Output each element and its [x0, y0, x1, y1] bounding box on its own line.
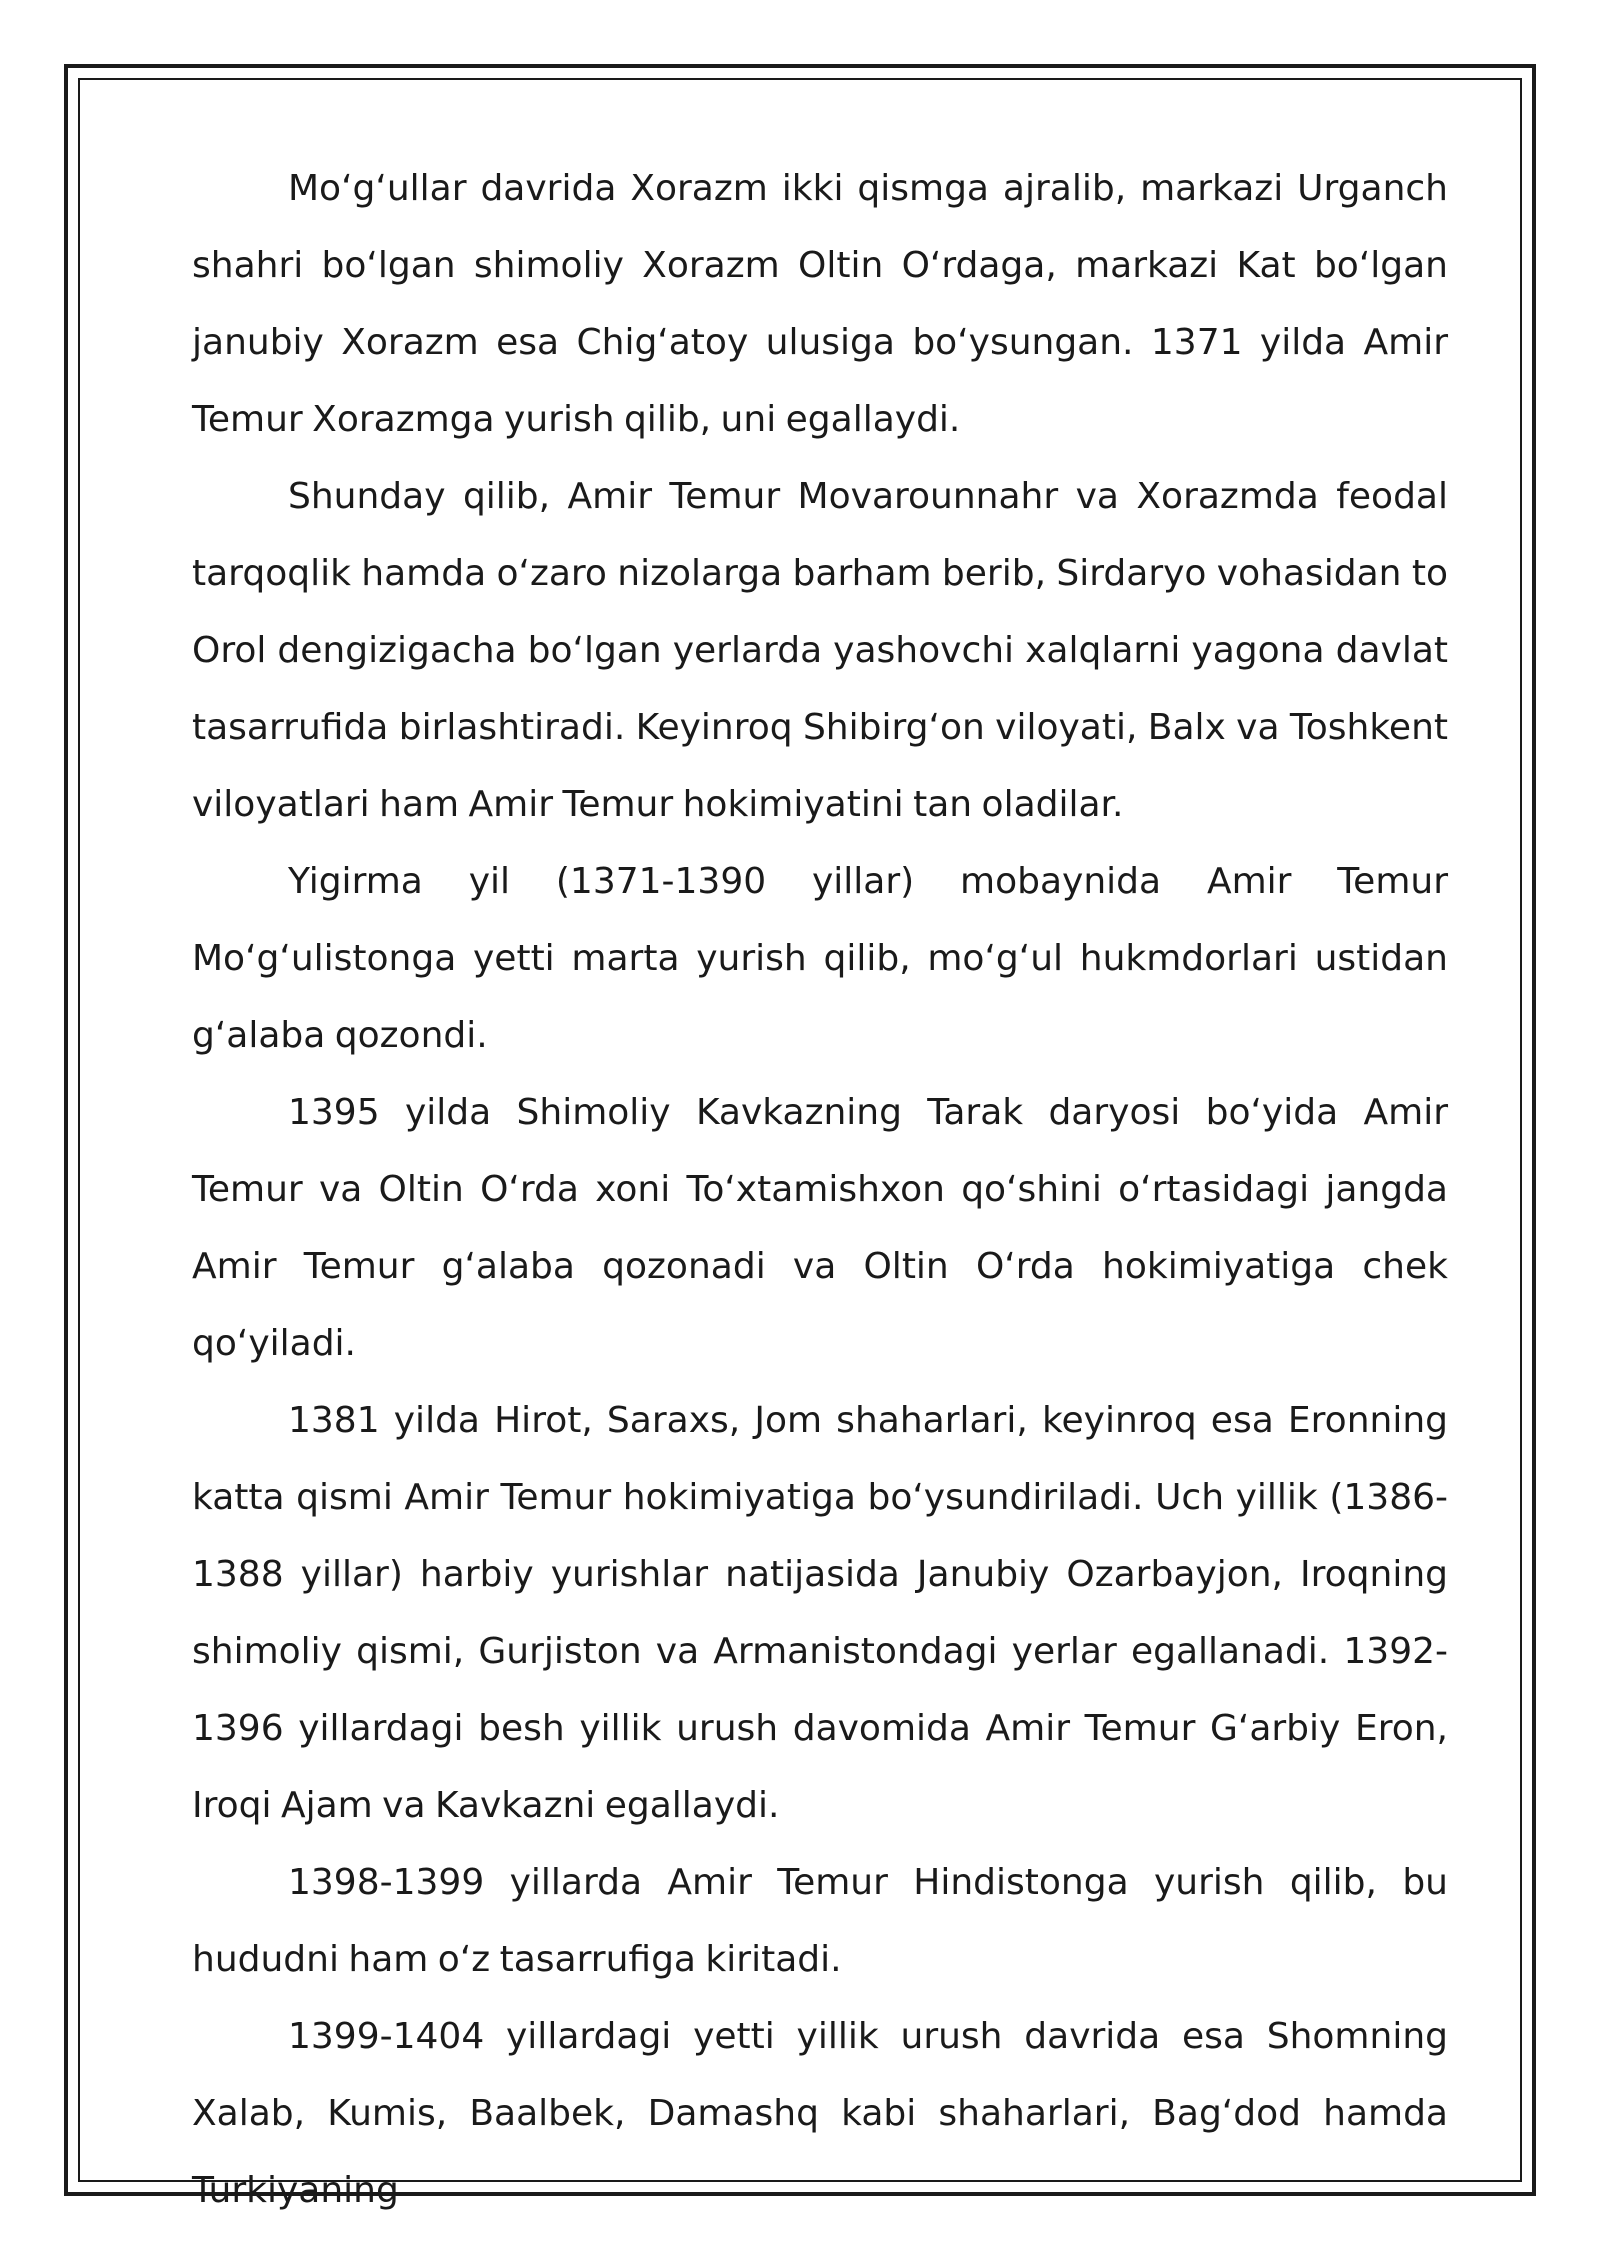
paragraph-4: 1395 yilda Shimoliy Kavkazning Tarak daryosi bo‘yida Amir Temur va Oltin O‘rda xoni To‘xtamishxon qo‘shini o‘rtasidagi jangda Amir Temur g‘alaba qozonadi va Oltin O‘rda hokimiyatiga chek qo‘yiladi. [192, 1092, 1448, 1364]
paragraph-5: 1381 yilda Hirot, Saraxs, Jom shaharlari, keyinroq esa Eronning katta qismi Amir Temur hokimiyatiga bo‘ysundiriladi. Uch yillik (1386-1388 yillar) harbiy yurishlar natijasida Janubiy Ozarbayjon, Iroqning shimoliy qismi, Gurjiston va Armanistondagi yerlar egallanadi. 1392-1396 yillardagi besh yillik urush davomida Amir Temur G‘arbiy Eron, Iroqi Ajam va Kavkazni egallaydi. [192, 1400, 1448, 1826]
paragraph-7: 1399-1404 yillardagi yetti yillik urush davrida esa Shomning Xalab, Kumis, Baalbek, Damashq kabi shaharlari, Bag‘dod hamda Turkiyaning [192, 2016, 1448, 2211]
paragraph-1: Mo‘g‘ullar davrida Xorazm ikki qismga ajralib, markazi Urganch shahri bo‘lgan shimoliy Xorazm Oltin O‘rdaga, markazi Kat bo‘lgan janubiy Xorazm esa Chig‘atoy ulusiga bo‘ysungan. 1371 yilda Amir Temur Xorazmga yurish qilib, uni egallaydi. [192, 168, 1448, 440]
document-body [192, 150, 1448, 2229]
paragraph-3: Yigirma yil (1371-1390 yillar) mobaynida Amir Temur Mo‘g‘ulistonga yetti marta yurish qilib, mo‘g‘ul hukmdorlari ustidan g‘alaba qozondi. [192, 861, 1448, 1056]
paragraph-2: Shunday qilib, Amir Temur Movarounnahr va Xorazmda feodal tarqoqlik hamda o‘zaro nizolarga barham berib, Sirdaryo vohasidan to Orol dengizigacha bo‘lgan yerlarda yashovchi xalqlarni yagona davlat tasarrufida birlashtiradi. Keyinroq Shibirg‘on viloyati, Balx va Toshkent viloyatlari ham Amir Temur hokimiyatini tan oladilar. [192, 476, 1448, 825]
paragraph-6: 1398-1399 yillarda Amir Temur Hindistonga yurish qilib, bu hududni ham o‘z tasarrufiga kiritadi. [192, 1862, 1448, 1980]
